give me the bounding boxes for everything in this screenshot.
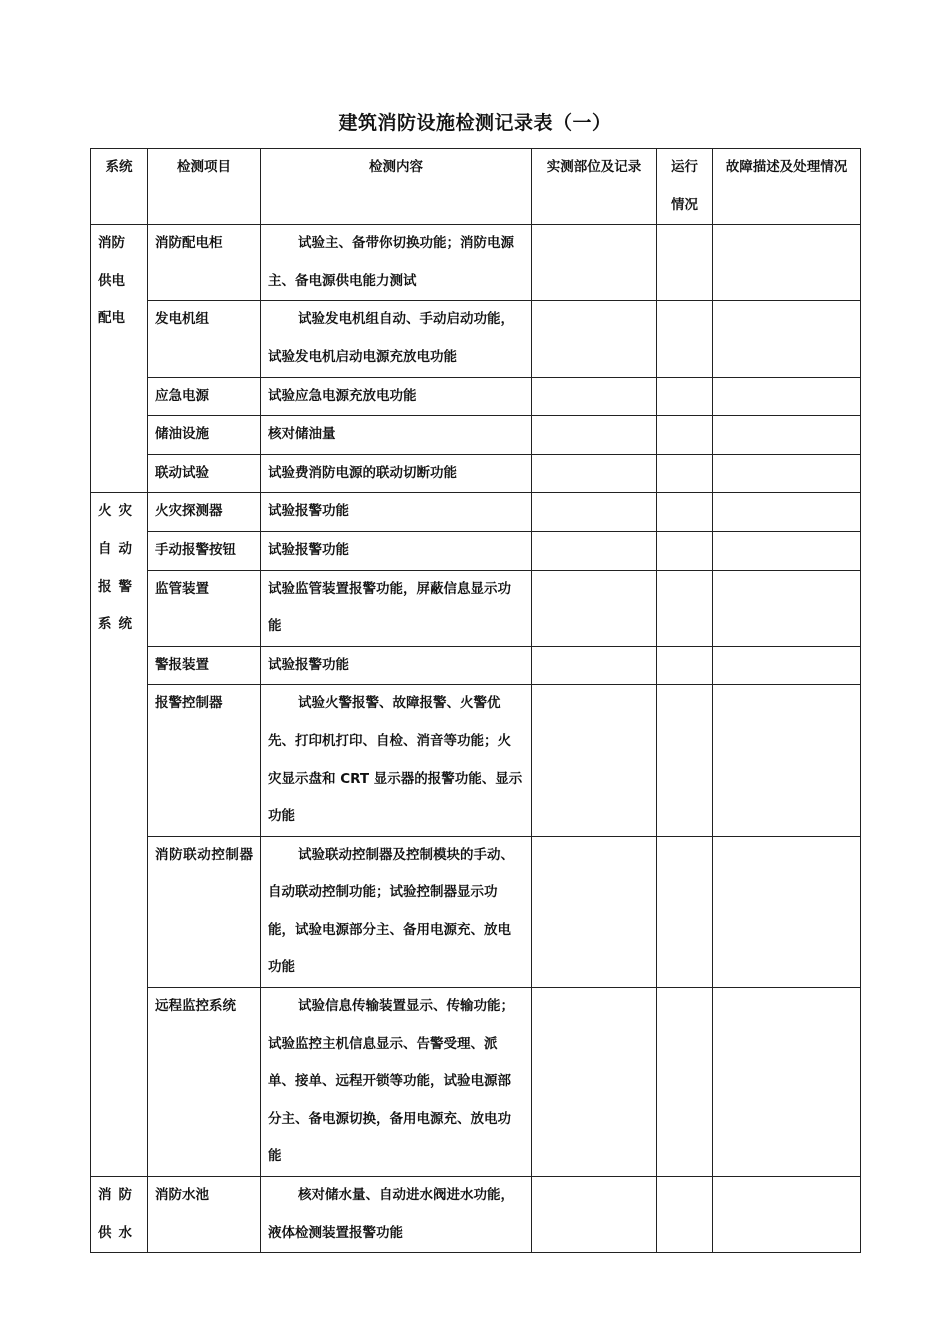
- record-cell[interactable]: [532, 493, 657, 532]
- content-text: 试验信息传输装置显示、传输功能；试验监控主机信息显示、告警受理、派单、接单、远程开锁等功能，试验电源部分主、备电源切换，备用电源充、放电功能: [268, 998, 514, 1165]
- record-cell[interactable]: [532, 1177, 657, 1253]
- header-system: 系统: [91, 149, 148, 225]
- table-row: [91, 377, 861, 416]
- header-status-line2: 情况: [671, 196, 698, 213]
- fault-cell[interactable]: [713, 646, 861, 685]
- fault-cell[interactable]: [713, 301, 861, 377]
- table-row: [91, 685, 861, 836]
- record-cell[interactable]: [532, 836, 657, 987]
- item-cell: 储油设施: [148, 416, 261, 455]
- record-cell[interactable]: [532, 646, 657, 685]
- item-cell: 远程监控系统: [148, 988, 261, 1177]
- content-cell: [261, 225, 532, 301]
- fault-cell[interactable]: [713, 531, 861, 570]
- system-label-line: 供水: [98, 1224, 139, 1241]
- fault-cell[interactable]: [713, 1177, 861, 1253]
- header-fault: 故障描述及处理情况: [713, 149, 861, 225]
- table-row: [91, 493, 861, 532]
- status-cell[interactable]: [657, 416, 713, 455]
- system-label-line: 系统: [98, 616, 139, 633]
- record-cell[interactable]: [532, 531, 657, 570]
- system-label-line: 报警: [98, 578, 139, 595]
- status-cell[interactable]: [657, 1177, 713, 1253]
- item-cell: 消防水池: [148, 1177, 261, 1253]
- table-row: [91, 836, 861, 987]
- record-cell[interactable]: [532, 377, 657, 416]
- item-cell: 手动报警按钮: [148, 531, 261, 570]
- item-cell: 报警控制器: [148, 685, 261, 836]
- header-status: [657, 149, 713, 225]
- system-label-line: 火灾: [98, 503, 139, 520]
- content-text: 试验报警功能: [268, 656, 349, 673]
- fault-cell[interactable]: [713, 685, 861, 836]
- content-cell: [261, 836, 532, 987]
- content-text: 试验联动控制器及控制模块的手动、自动联动控制功能；试验控制器显示功能，试验电源部分主、备用电源充、放电功能: [268, 846, 514, 976]
- item-cell: 警报装置: [148, 646, 261, 685]
- status-cell[interactable]: [657, 377, 713, 416]
- content-cell: [261, 301, 532, 377]
- table-row: [91, 646, 861, 685]
- content-text: 核对储水量、自动进水阀进水功能，液体检测装置报警功能: [268, 1187, 514, 1241]
- content-text: 试验火警报警、故障报警、火警优先、打印机打印、自检、消音等功能；火灾显示盘和 CRT 显示器的报警功能、显示功能: [268, 695, 523, 825]
- header-status-line1: 运行: [671, 159, 698, 175]
- system-label-line: 消防: [98, 235, 125, 252]
- fault-cell[interactable]: [713, 493, 861, 532]
- status-cell[interactable]: [657, 988, 713, 1177]
- content-text: 试验主、备带你切换功能；消防电源主、备电源供电能力测试: [268, 235, 514, 289]
- table-row: [91, 570, 861, 646]
- fault-cell[interactable]: [713, 416, 861, 455]
- status-cell[interactable]: [657, 301, 713, 377]
- system-label-line: 供电: [98, 272, 125, 289]
- item-cell: 发电机组: [148, 301, 261, 377]
- record-cell[interactable]: [532, 988, 657, 1177]
- table-row: [91, 225, 861, 301]
- item-cell: 监管装置: [148, 570, 261, 646]
- item-cell: 消防配电柜: [148, 225, 261, 301]
- record-cell[interactable]: [532, 570, 657, 646]
- table-row: [91, 416, 861, 455]
- status-cell[interactable]: [657, 531, 713, 570]
- content-text: 试验监管装置报警功能，屏蔽信息显示功能: [268, 580, 511, 635]
- status-cell[interactable]: [657, 646, 713, 685]
- status-cell[interactable]: [657, 454, 713, 493]
- content-cell: [261, 531, 532, 570]
- content-text: 试验应急电源充放电功能: [268, 387, 417, 404]
- fault-cell[interactable]: [713, 454, 861, 493]
- record-cell[interactable]: [532, 454, 657, 493]
- fault-cell[interactable]: [713, 836, 861, 987]
- table-row: [91, 988, 861, 1177]
- content-cell: [261, 493, 532, 532]
- content-text: 试验报警功能: [268, 541, 349, 558]
- status-cell[interactable]: [657, 493, 713, 532]
- content-cell: [261, 377, 532, 416]
- table-header-row: [91, 149, 861, 225]
- system-label-line: 配电: [98, 310, 125, 327]
- system-cell: [91, 225, 148, 493]
- system-cell: [91, 493, 148, 1177]
- record-cell[interactable]: [532, 685, 657, 836]
- fault-cell[interactable]: [713, 377, 861, 416]
- fault-cell[interactable]: [713, 988, 861, 1177]
- status-cell[interactable]: [657, 570, 713, 646]
- table-row: [91, 1177, 861, 1253]
- table-row: [91, 531, 861, 570]
- header-record: 实测部位及记录: [532, 149, 657, 225]
- fault-cell[interactable]: [713, 570, 861, 646]
- item-cell: 火灾探测器: [148, 493, 261, 532]
- system-label-line: 消防: [98, 1187, 139, 1204]
- content-cell: [261, 570, 532, 646]
- status-cell[interactable]: [657, 225, 713, 301]
- content-cell: [261, 1177, 532, 1253]
- content-text: 试验发电机组自动、手动启动功能，试验发电机启动电源充放电功能: [268, 311, 514, 365]
- table-body: [91, 225, 861, 1253]
- content-cell: [261, 646, 532, 685]
- item-cell: 应急电源: [148, 377, 261, 416]
- page-title: 建筑消防设施检测记录表（一）: [338, 112, 612, 134]
- fault-cell[interactable]: [713, 225, 861, 301]
- record-cell[interactable]: [532, 416, 657, 455]
- system-cell: [91, 1177, 148, 1253]
- content-text: 试验费消防电源的联动切断功能: [268, 464, 457, 481]
- item-cell: 消防联动控制器: [148, 836, 261, 987]
- status-cell[interactable]: [657, 836, 713, 987]
- system-label-line: 自动: [98, 540, 139, 557]
- content-cell: [261, 454, 532, 493]
- record-cell[interactable]: [532, 301, 657, 377]
- content-text: 试验报警功能: [268, 503, 349, 520]
- inspection-record-table: [90, 148, 861, 1253]
- header-content: 检测内容: [261, 149, 532, 225]
- content-cell: [261, 988, 532, 1177]
- item-cell: 联动试验: [148, 454, 261, 493]
- status-cell[interactable]: [657, 685, 713, 836]
- content-text: 核对储油量: [268, 426, 336, 443]
- record-cell[interactable]: [532, 225, 657, 301]
- header-item: 检测项目: [148, 149, 261, 225]
- table-row: [91, 454, 861, 493]
- content-cell: [261, 685, 532, 836]
- table-row: [91, 301, 861, 377]
- content-cell: [261, 416, 532, 455]
